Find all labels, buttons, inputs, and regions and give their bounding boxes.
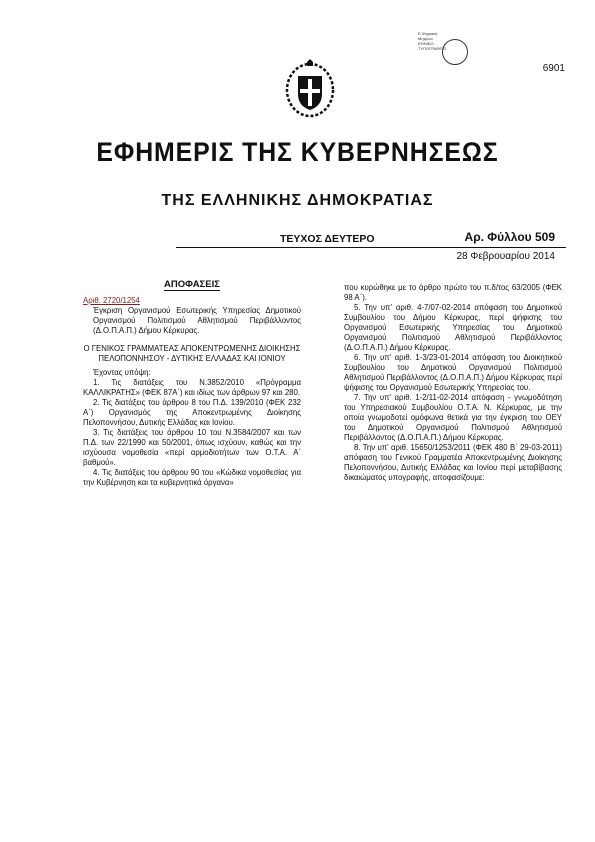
right-column xyxy=(344,283,562,483)
legal-basis-item: 3. Τις διατάξεις του άρθρου 10 του Ν.3584/2007 και των Π.Δ. των 22/1990 και 50/2001, όπως ισχύουν, καθώς και την ισχύουσα νομοθεσία «περί αρμοδιοτήτων των Ο.Τ.Α. Α΄ βαθμού». xyxy=(83,428,301,467)
issue-date: 28 Φεβρουαρίου 2014 xyxy=(456,251,555,262)
legal-basis-item: 6. Την υπ' αριθ. 1-3/23-01-2014 απόφαση του Διοικητικού Συμβουλίου του Δημοτικού Οργανισμού Πολιτισμού Αθλητισμού Περιβάλλοντος (Δ.Ο.Π.Α.Π.) Δήμου Κέρκυρας περί ψήφισης του Οργανισμού Εσωτερικής Υπηρεσίας του. xyxy=(344,353,562,392)
national-printing-stamp xyxy=(418,31,466,71)
decision-title: Έγκριση Οργανισμού Εσωτερικής Υπηρεσίας Δημοτικού Οργανισμού Πολιτισμού Αθλητισμού Περιβάλλοντος (Δ.Ο.Π.Α.Π.) Δήμου Κέρκυρας. xyxy=(93,306,301,335)
header-rule xyxy=(176,247,566,248)
page-number: 6901 xyxy=(542,63,565,74)
gazette-title: ΕΦΗΜΕΡΙΣ ΤΗΣ ΚΥΒΕΡΝΗΣΕΩΣ xyxy=(96,137,499,167)
left-column xyxy=(83,280,301,488)
legal-basis-item: 1. Τις διατάξεις του Ν.3852/2010 «Πρόγραμμα ΚΑΛΛΙΚΡΑΤΗΣ» (ΦΕΚ 87Α΄) και ιδίως των άρθρων 97 και 280. xyxy=(83,378,301,397)
stamp-line: Μητρώο xyxy=(418,36,433,41)
section-heading: ΑΠΟΦΑΣΕΙΣ xyxy=(164,279,220,290)
greek-coat-of-arms-icon xyxy=(285,58,335,118)
stamp-line: Ε.Ψηφιακή xyxy=(418,31,438,36)
legal-basis-item: 8. Την υπ' αριθ. 15650/1253/2011 (ΦΕΚ 480 Β΄ 29-03-2011) απόφαση του Γενικού Γραμματέα Αποκεντρωμένης Διοίκησης Πελοποννήσου, Δυτικής Ελλάδας και Ιονίου περί μεταβίβασης δικαιώματος υπογραφής, αποφασίζουμε: xyxy=(344,443,562,482)
legal-basis-item: 4. Τις διατάξεις του άρθρου 90 του «Κώδικα νομοθεσίας για την Κυβέρνηση και τα κυβερνητικά όργανα» xyxy=(83,468,301,487)
legal-basis-item: 5. Την υπ' αριθ. 4-7/07-02-2014 απόφαση του Δημοτικού Συμβουλίου του Δήμου Κέρκυρας, περί ψήφισης του Οργανισμού Εσωτερικής Υπηρεσίας του Δημοτικού Οργανισμού Πολιτισμού Αθλητισμού Περιβάλλοντος (Δ.Ο.Π.Α.Π.) Δήμου Κέρκυρας. xyxy=(344,303,562,352)
authority-heading: Ο ΓΕΝΙΚΟΣ ΓΡΑΜΜΑΤΕΑΣ ΑΠΟΚΕΝΤΡΩΜΕΝΗΣ ΔΙΟΙΚΗΣΗΣ ΠΕΛΟΠΟΝΝΗΣΟΥ - ΔΥΤΙΚΗΣ ΕΛΛΑΔΑΣ ΚΑΙ ΙΟΝΙΟΥ xyxy=(83,344,301,363)
gazette-subtitle: ΤΗΣ ΕΛΛΗΝΙΚΗΣ ΔΗΜΟΚΡΑΤΙΑΣ xyxy=(161,192,434,209)
stamp-line: ΕΘΝΙΚΟ xyxy=(418,41,434,46)
issue-series: ΤΕΥΧΟΣ ΔΕΥΤΕΡΟ xyxy=(280,233,375,245)
legal-basis-item: 7. Την υπ' αριθ. 1-2/11-02-2014 απόφαση - γνωμοδότηση του Υπηρεσιακού Συμβουλίου Ο.Τ.Α. Ν. Κέρκυρας, με την οποία γνωμοδοτεί ομόφωνα θετικά για την έγκριση του ΟΕΥ του Δημοτικού Οργανισμού Πολιτισμού Αθλητισμού Περιβάλλοντος (Δ.Ο.Π.Α.Π.) Δήμου Κέρκυρας. xyxy=(344,393,562,442)
decision-number: Αριθ. 2720/1254 xyxy=(83,296,140,305)
stamp-line: ΤΥΠΟΓΡΑΦΕΙΟ xyxy=(418,46,447,51)
sheet-number: Αρ. Φύλλου 509 xyxy=(464,230,555,244)
having-considered: Έχοντας υπόψη: xyxy=(93,368,151,377)
stamp-seal-icon xyxy=(442,39,468,65)
legal-basis-continuation: που κυρώθηκε με το άρθρο πρώτο του π.δ/τος 63/2005 (ΦΕΚ 98 Α΄). xyxy=(344,283,562,302)
legal-basis-item: 2. Τις διατάξεις του άρθρου 8 του Π.Δ. 139/2010 (ΦΕΚ 232 Α΄) Οργανισμός της Αποκεντρωμένης Διοίκησης Πελοποννήσου, Δυτικής Ελλάδας και Ιονίου. xyxy=(83,398,301,427)
